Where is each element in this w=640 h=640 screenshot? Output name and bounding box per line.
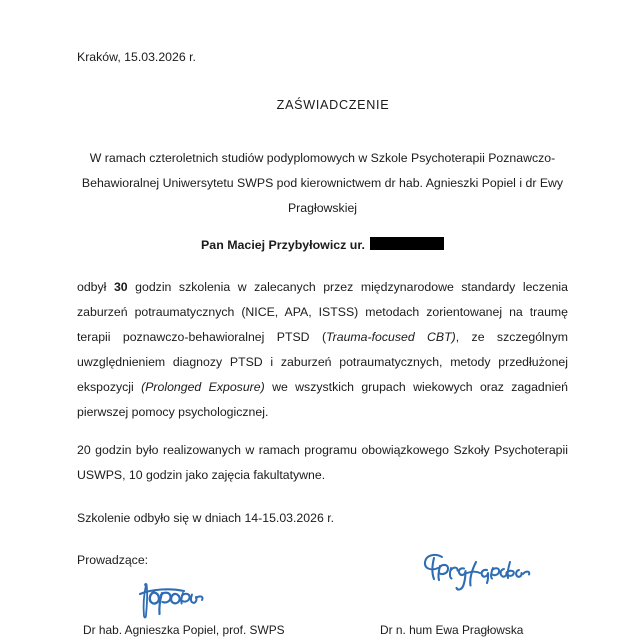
footer-name-praglowska: Dr n. hum Ewa Pragłowska bbox=[380, 623, 524, 637]
text-after-hours: godzin szkolenia w zalecanych przez międzynarodowe standardy leczenia zaburzeń potraumatycznych (NICE, APA, ISTSS) metodach zorientowanej na traumę terapii poznawczo-behawioralnej PTSD ( bbox=[77, 280, 568, 344]
training-dates-line: Szkolenie odbyło się w dniach 14-15.03.2026 r. bbox=[77, 511, 335, 525]
footer-name-popiel: Dr hab. Agnieszka Popiel, prof. SWPS bbox=[83, 623, 285, 637]
italic-prolonged-exposure: (Prolonged Exposure) bbox=[141, 380, 265, 394]
body-paragraph-1 bbox=[77, 275, 568, 425]
text-tail: we wszystkich grupach wiekowych oraz zagadnień pierwszej pomocy psychologicznej. bbox=[77, 380, 569, 419]
participant-name-text: Pan Maciej Przybyłowicz ur. bbox=[201, 238, 365, 252]
hours-count: 30 bbox=[113, 280, 128, 294]
redaction-bar bbox=[370, 237, 444, 250]
leaders-label: Prowadzące: bbox=[77, 553, 149, 567]
signature-popiel bbox=[132, 578, 252, 620]
intro-paragraph: W ramach czteroletnich studiów podyplomowych w Szkole Psychoterapii Poznawczo-Behawioralnej Uniwersytetu SWPS pod kierownictwem dr hab. Agnieszki Popiel i dr Ewy Pragłowskiej bbox=[81, 151, 564, 215]
signature-praglowska bbox=[420, 548, 550, 594]
text-before-hours: odbył bbox=[77, 280, 114, 294]
body-paragraph-2: 20 godzin było realizowanych w ramach programu obowiązkowego Szkoły Psychoterapii USWPS, 10 godzin jako zajęcia fakultatywne. bbox=[77, 443, 568, 482]
place-and-date: Kraków, 15.03.2026 r. bbox=[77, 50, 196, 64]
document-title: ZAŚWIADCZENIE bbox=[276, 98, 390, 112]
participant-name-line bbox=[77, 236, 568, 254]
text-middle: , ze szczególnym uwzględnieniem diagnozy PTSD i zaburzeń potraumatycznych, metody przedłużonej ekspozycji bbox=[77, 330, 568, 394]
italic-trauma-focused-cbt: Trauma-focused CBT) bbox=[326, 330, 456, 344]
